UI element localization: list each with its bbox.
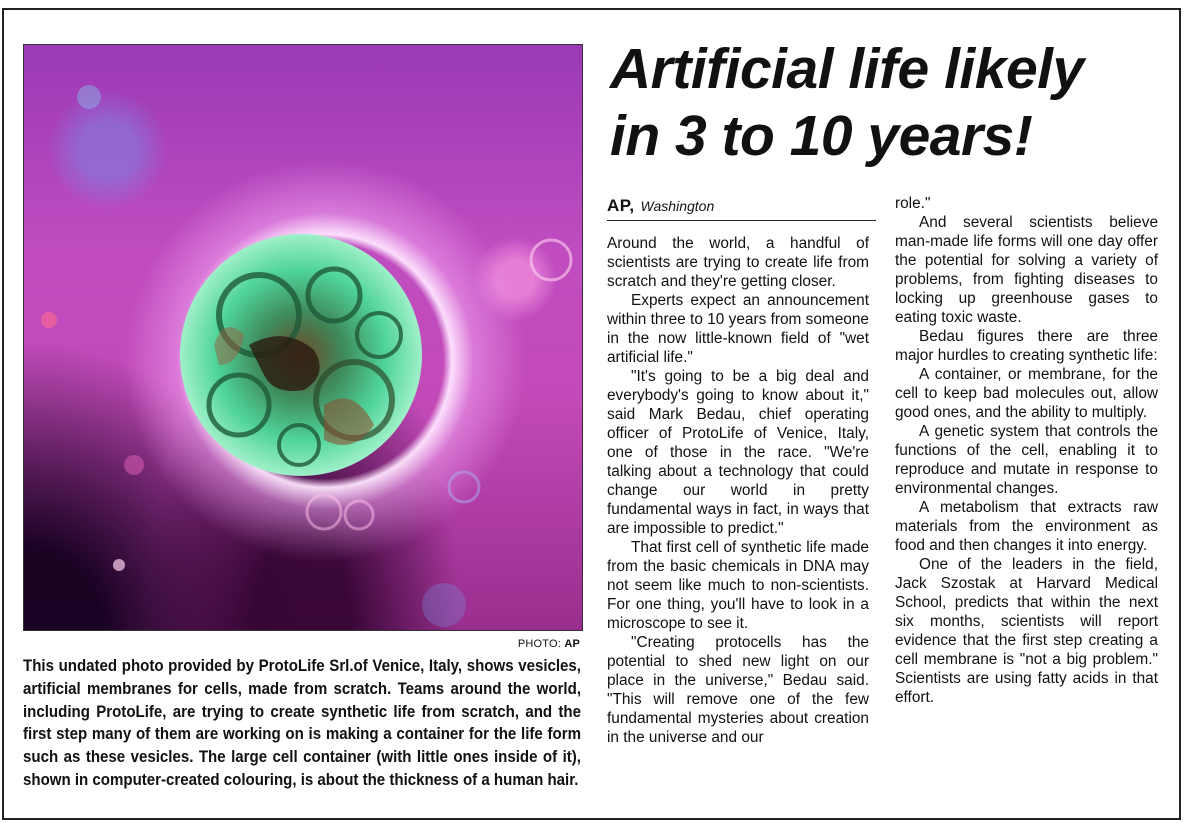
article-column-1 — [607, 234, 869, 747]
photo-caption: This undated photo provided by ProtoLife Srl.of Venice, Italy, shows vesicles, artificial membranes for cells, made from scratch. Teams around the world, including ProtoLife, are trying to create synthetic life from scratch, and the first step many of them are working on is making a container for the life form such as these vesicles. The large cell container (with little ones inside of it), shown in computer-created colouring, is about the thickness of a human hair. — [23, 657, 581, 789]
paragraph-continuation: role." — [895, 195, 931, 212]
headline-line-1: Artificial life likely — [610, 37, 1084, 101]
byline-place: Washington — [640, 198, 715, 214]
paragraph: Bedau figures there are three major hurdles to creating synthetic life: — [895, 328, 1158, 364]
photo-credit — [470, 638, 580, 650]
paragraph: "Creating protocells has the potential to shed new light on our place in the universe," Bedau said. "This will remove one of the few fundamental mysteries about creation in the universe and our — [607, 634, 869, 746]
byline-agency: AP, — [607, 196, 635, 215]
paragraph: Around the world, a handful of scientists are trying to create life from scratch and they're getting closer. — [607, 235, 869, 290]
paragraph: A genetic system that controls the functions of the cell, enabling it to reproduce and mutate in response to environmental changes. — [895, 423, 1158, 497]
headline-line-2: in 3 to 10 years! — [610, 104, 1033, 168]
paragraph: A metabolism that extracts raw materials from the environment as food and then changes it into energy. — [895, 499, 1158, 554]
article-column-2 — [895, 194, 1158, 707]
paragraph: A container, or membrane, for the cell to keep bad molecules out, allow good ones, and the ability to multiply. — [895, 366, 1158, 421]
vesicle-photo — [23, 44, 583, 631]
vesicle-illustration — [24, 45, 582, 630]
paragraph: "It's going to be a big deal and everybody's going to know about it," said Mark Bedau, chief operating officer of ProtoLife of Venice, Italy, one of those in the race. "We're talking about a technology that could change our world in pretty fundamental ways in fact, in ways that are impossible to predict." — [607, 368, 869, 537]
paragraph: One of the leaders in the field, Jack Szostak at Harvard Medical School, predicts that within the next six months, scientists will report evidence that the first step creating a cell membrane is "not a big problem." Scientists are using fatty acids in that effort. — [895, 556, 1158, 706]
headline — [610, 36, 1170, 170]
photo-credit-source: AP — [564, 638, 580, 650]
byline — [607, 196, 876, 221]
photo-credit-label: PHOTO: — [517, 638, 565, 650]
paragraph: And several scientists believe man-made life forms will one day offer the potential for solving a variety of problems, from fighting diseases to locking up greenhouse gases to eating toxic waste. — [895, 214, 1158, 326]
paragraph: That first cell of synthetic life made from the basic chemicals in DNA may not seem like much to non-scientists. For one thing, you'll have to look in a microscope to see it. — [607, 539, 869, 632]
paragraph: Experts expect an announcement within three to 10 years from someone in the now little-known field of "wet artificial life." — [607, 292, 869, 366]
